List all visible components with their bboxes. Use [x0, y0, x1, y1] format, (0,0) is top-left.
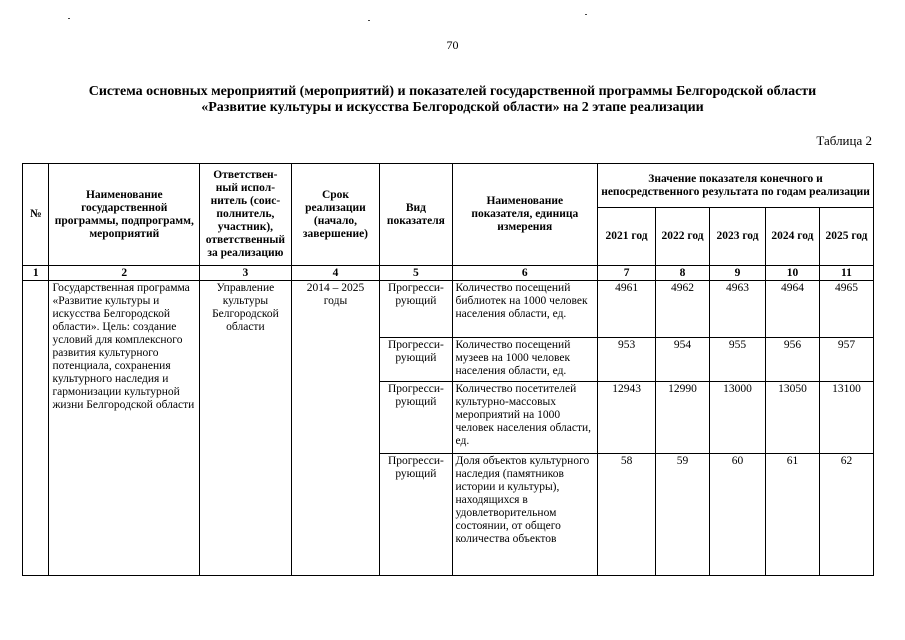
value-2021: 4961 [598, 281, 656, 338]
header-year-2025: 2025 год [819, 208, 873, 266]
col-number: 8 [656, 266, 710, 281]
value-2022: 4962 [656, 281, 710, 338]
col-number: 3 [200, 266, 292, 281]
col-number: 6 [452, 266, 598, 281]
column-numbers-row [23, 266, 874, 281]
indicator-name: Количество посетителей культурно-массовых мероприятий на 1000 человек населения области, ед. [452, 382, 598, 454]
table-row [23, 281, 874, 338]
header-num: № [23, 164, 49, 266]
header-program: Наименование государственной программы, подпрограмм, мероприятий [49, 164, 200, 266]
page-number: 70 [446, 38, 459, 52]
title-line-1: Система основных мероприятий (мероприятий) и показателей государственной программы Белгородской области [88, 84, 817, 99]
table-label: Таблица 2 [816, 133, 872, 148]
indicator-kind: Прогресси-рующий [380, 338, 452, 382]
document-title [20, 84, 885, 116]
value-2025: 13100 [819, 382, 873, 454]
value-2023: 4963 [710, 281, 766, 338]
value-2025: 62 [819, 454, 873, 576]
indicator-kind: Прогресси-рующий [380, 281, 452, 338]
scan-speck [368, 20, 370, 21]
indicators-table [22, 163, 874, 576]
value-2023: 13000 [710, 382, 766, 454]
col-number: 10 [765, 266, 819, 281]
value-2024: 4964 [765, 281, 819, 338]
col-number: 2 [49, 266, 200, 281]
col-number: 4 [291, 266, 380, 281]
col-number: 5 [380, 266, 452, 281]
value-2024: 13050 [765, 382, 819, 454]
header-year-2024: 2024 год [765, 208, 819, 266]
value-2024: 61 [765, 454, 819, 576]
col-number: 9 [710, 266, 766, 281]
value-2022: 59 [656, 454, 710, 576]
indicator-name: Количество посещений музеев на 1000 человек населения области, ед. [452, 338, 598, 382]
indicator-kind: Прогресси-рующий [380, 454, 452, 576]
header-executor: Ответствен-ный испол-нитель (соис-полнитель, участник), ответственный за реализацию [200, 164, 292, 266]
indicator-kind: Прогресси-рующий [380, 382, 452, 454]
title-line-2: «Развитие культуры и искусства Белгородской области» на 2 этапе реализации [201, 100, 704, 115]
program-term: 2014 – 2025 годы [291, 281, 380, 576]
header-year-2022: 2022 год [656, 208, 710, 266]
value-2021: 953 [598, 338, 656, 382]
row-num [23, 281, 49, 576]
col-number: 7 [598, 266, 656, 281]
value-2022: 954 [656, 338, 710, 382]
value-2021: 58 [598, 454, 656, 576]
header-values-group: Значение показателя конечного и непосредственного результата по годам реализации [598, 164, 874, 208]
value-2025: 957 [819, 338, 873, 382]
indicator-name: Доля объектов культурного наследия (памятников истории и культуры), находящихся в удовлетворительном состоянии, от общего количества объектов [452, 454, 598, 576]
value-2023: 955 [710, 338, 766, 382]
program-description: Государственная программа «Развитие культуры и искусства Белгородской области». Цель: создание условий для комплексного развития культурного потенциала, сохранения культурного наследия и гармонизации культурной жизни Белгородской области [49, 281, 200, 576]
col-number: 1 [23, 266, 49, 281]
value-2023: 60 [710, 454, 766, 576]
value-2022: 12990 [656, 382, 710, 454]
indicator-name: Количество посещений библиотек на 1000 человек населения области, ед. [452, 281, 598, 338]
header-year-2021: 2021 год [598, 208, 656, 266]
scan-speck [68, 18, 70, 19]
header-term: Срок реализации (начало, завершение) [291, 164, 380, 266]
scan-speck [585, 14, 587, 15]
header-kind: Вид показателя [380, 164, 452, 266]
value-2024: 956 [765, 338, 819, 382]
program-executor: Управление культуры Белгородской области [200, 281, 292, 576]
value-2021: 12943 [598, 382, 656, 454]
col-number: 11 [819, 266, 873, 281]
value-2025: 4965 [819, 281, 873, 338]
header-year-2023: 2023 год [710, 208, 766, 266]
header-indicator: Наименование показателя, единица измерения [452, 164, 598, 266]
